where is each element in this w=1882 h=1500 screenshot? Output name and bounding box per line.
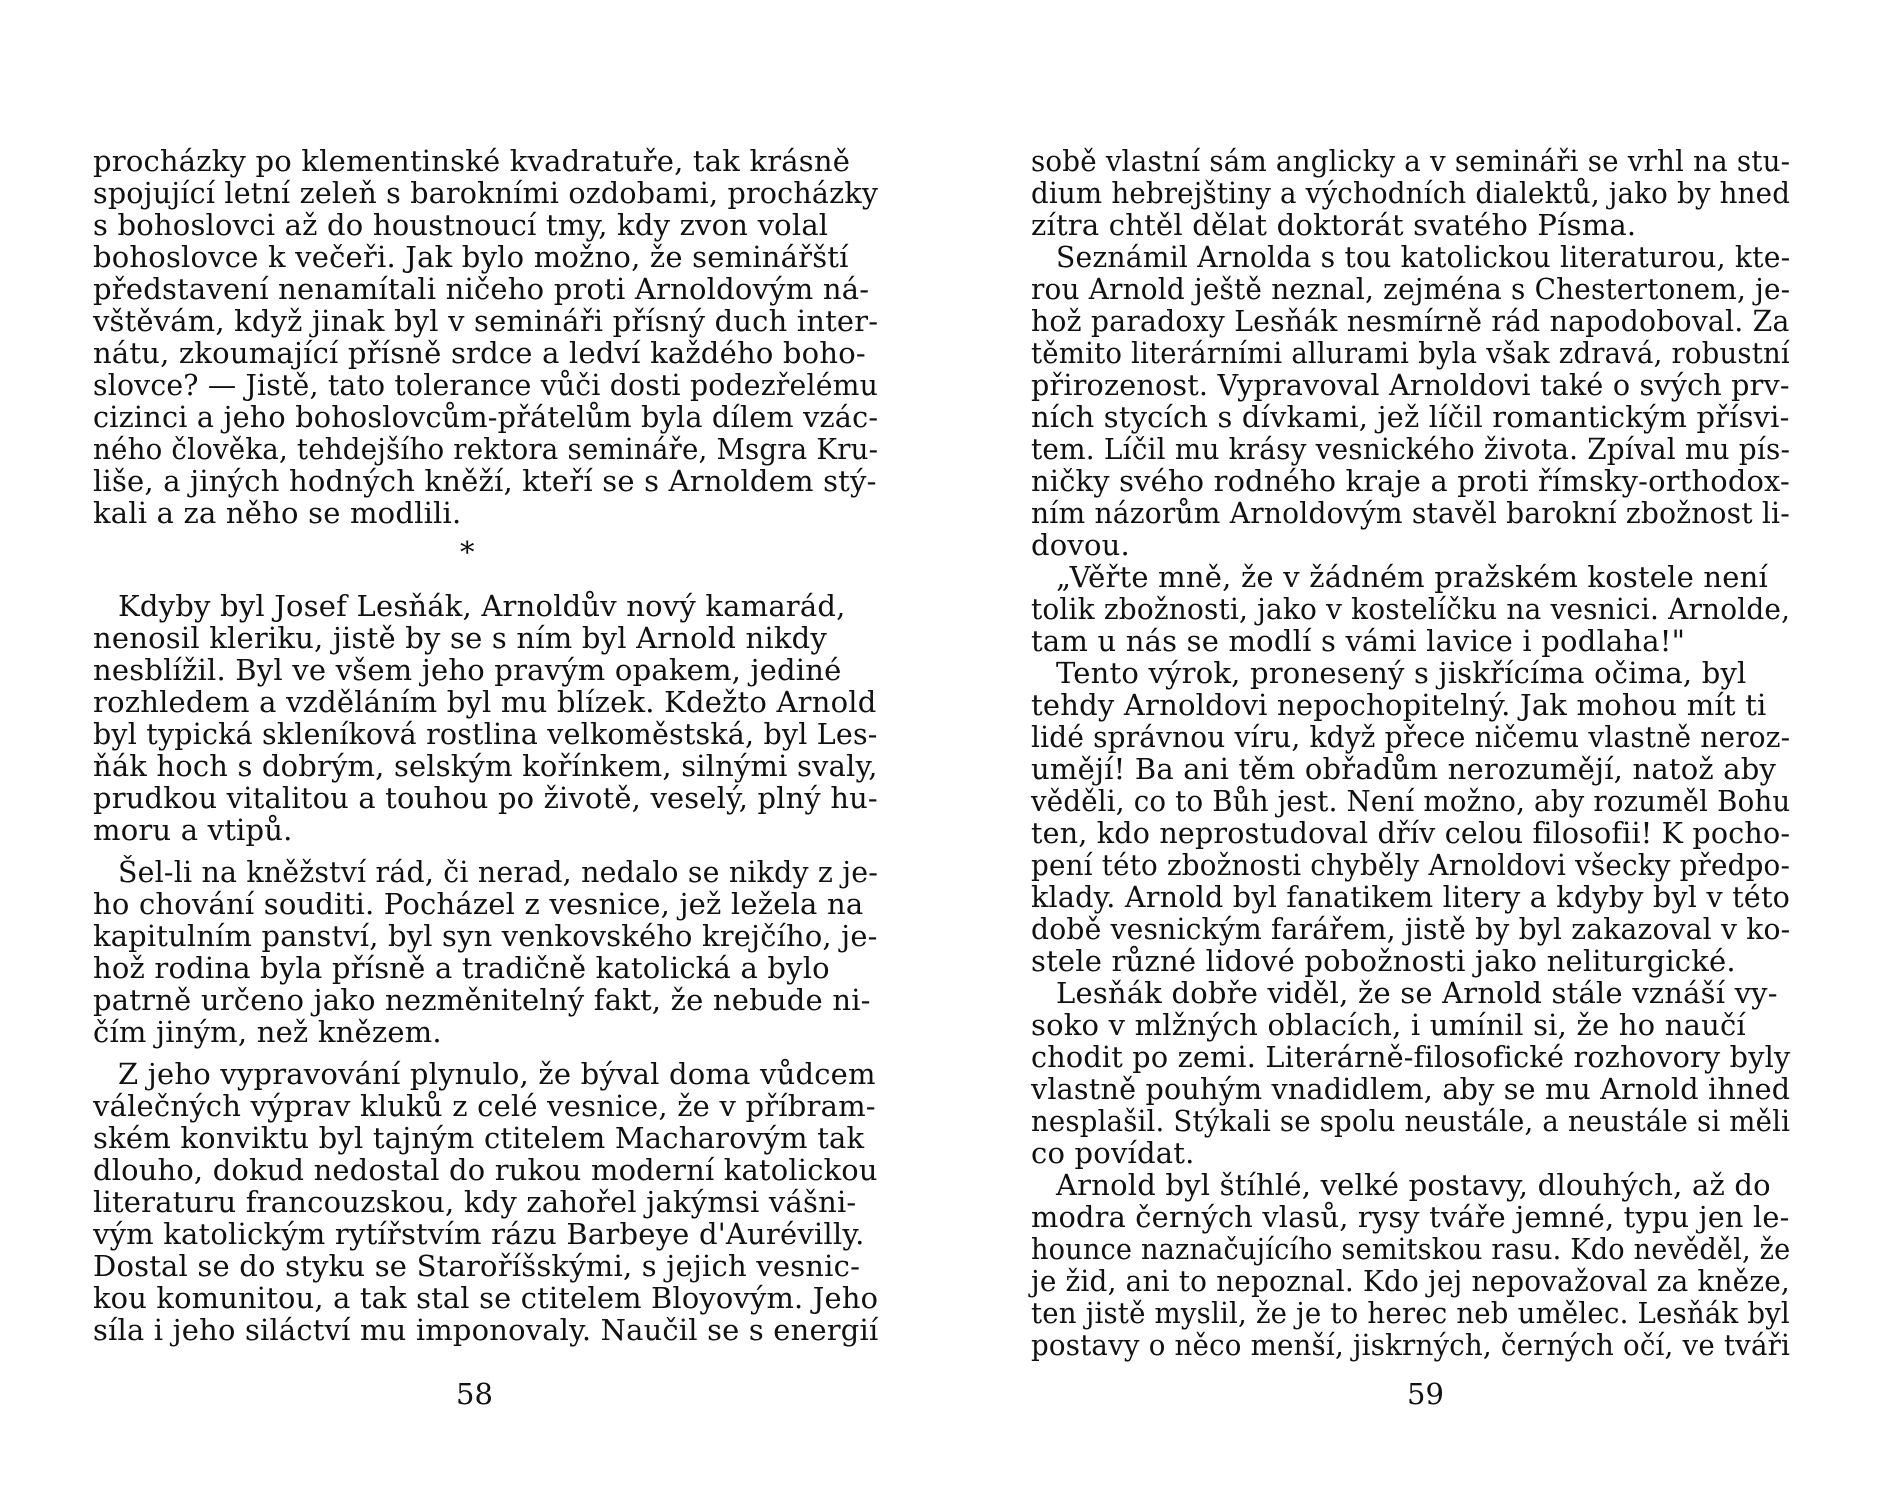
text-line: pení této zbožnosti chyběly Arnoldovi všecky předpo- (1031, 848, 1791, 882)
text-line: chodit po zemi. Literárně-filosofické rozhovory byly (1031, 1040, 1791, 1074)
text-line: síla i jeho siláctví mu imponovaly. Naučil se s energií (93, 1313, 879, 1347)
text-line: rozhledem a vzděláním byl mu blízek. Kdežto Arnold (93, 685, 877, 719)
text-line: kou komunitou, a tak stal se ctitelem Bloyovým. Jeho (93, 1281, 879, 1315)
text-line: kapitulním panství, byl syn venkovského krejčího, je- (93, 919, 878, 953)
text-line: prudkou vitalitou a touhou po životě, veselý, plný hu- (93, 781, 878, 815)
text-line: dium hebrejštiny a východních dialektů, jako by hned (1031, 176, 1791, 210)
text-line: Z jeho vypravování plynulo, že býval doma vůdcem (118, 1057, 876, 1091)
text-line: liše, a jiných hodných kněží, kteří se s Arnoldem stý- (93, 464, 877, 498)
section-separator: * (460, 535, 475, 569)
text-line: lidé správnou víru, když přece ničemu vlastně neroz- (1031, 720, 1791, 754)
text-line: s bohoslovci až do houstnoucí tmy, kdy zvon volal (93, 208, 829, 242)
page-number: 58 (456, 1377, 493, 1411)
text-line: ten, kdo neprostudoval dřív celou filosofii! K pocho- (1031, 816, 1791, 850)
text-line: Lesňák dobře viděl, že se Arnold stále vznáší vy- (1056, 976, 1778, 1010)
text-line: vým katolickým rytířstvím rázu Barbeye d'Aurévilly. (93, 1217, 865, 1251)
text-line: ničky svého rodného kraje a proti římsky-orthodox- (1031, 464, 1790, 498)
text-line: slovce? — Jistě, tato tolerance vůči dosti podezřelému (93, 368, 879, 402)
text-line: hounce naznačujícího semitskou rasu. Kdo nevěděl, že (1031, 1232, 1791, 1266)
text-line: ním názorům Arnoldovým stavěl barokní zbožnost li- (1031, 496, 1790, 530)
text-line: Kdyby byl Josef Lesňák, Arnoldův nový kamarád, (118, 589, 846, 623)
text-line: nenosil kleriku, jistě by se s ním byl Arnold nikdy (93, 621, 827, 655)
text-line: hož paradoxy Lesňák nesmírně rád napodoboval. Za (1031, 304, 1790, 338)
text-line: době vesnickým farářem, jistě by byl zakazoval v ko- (1031, 912, 1791, 946)
text-line: Seznámil Arnolda s tou katolickou literaturou, kte- (1056, 240, 1791, 274)
text-line: procházky po klementinské kvadratuře, tak krásně (93, 144, 851, 178)
text-line: čím jiným, než knězem. (93, 1015, 442, 1049)
text-line: je žid, ani to nepoznal. Kdo jej nepovažoval za kněze, (1031, 1264, 1790, 1298)
text-line: Dostal se do styku se Staroříšskými, s jejich vesnic- (93, 1249, 861, 1283)
text-line: hož rodina byla přísně a tradičně katolická a bylo (93, 951, 830, 985)
text-line: ňák hoch s dobrým, selským kořínkem, silnými svaly, (93, 749, 878, 783)
text-line: ného člověka, tehdejšího rektora semináře, Msgra Kru- (93, 432, 879, 466)
text-line: kali a za něho se modlili. (93, 496, 462, 530)
text-line: umějí! Ba ani těm obřadům nerozumějí, natož aby (1031, 752, 1777, 786)
page-number: 59 (1407, 1377, 1444, 1411)
text-line: přirozenost. Vypravoval Arnoldovi také o svých prv- (1031, 368, 1790, 402)
text-line: modra černých vlasů, rysy tváře jemné, typu jen le- (1031, 1200, 1790, 1234)
text-line: tem. Líčil mu krásy vesnického života. Zpíval mu pís- (1031, 432, 1791, 466)
text-line: nesblížil. Byl ve všem jeho pravým opakem, jediné (93, 653, 842, 687)
text-line: spojující letní zeleň s barokními ozdobami, procházky (93, 176, 879, 210)
text-line: Arnold byl štíhlé, velké postavy, dlouhých, až do (1056, 1168, 1771, 1202)
text-line: stele různé lidové pobožnosti jako neliturgické. (1031, 944, 1736, 978)
text-line: co povídat. (1031, 1136, 1195, 1170)
text-line: rou Arnold ještě neznal, zejména s Chestertonem, je- (1031, 272, 1791, 306)
text-line: moru a vtipů. (93, 813, 293, 847)
text-line: dlouho, dokud nedostal do rukou moderní katolickou (93, 1153, 878, 1187)
text-line: tam u nás se modlí s vámi lavice i podlaha!" (1031, 624, 1686, 658)
text-line: literaturu francouzskou, kdy zahořel jakýmsi vášni- (93, 1185, 857, 1219)
text-line: „Věřte mně, že v žádném pražském kostele není (1056, 560, 1769, 594)
text-line: klady. Arnold byl fanatikem litery a kdyby byl v této (1031, 880, 1791, 914)
text-line: ském konviktu byl tajným ctitelem Macharovým tak (93, 1121, 865, 1155)
text-line: Šel-li na kněžství rád, či nerad, nedalo se nikdy z je- (118, 855, 879, 889)
text-line: nátu, zkoumající přísně srdce a ledví každého boho- (93, 336, 866, 370)
text-line: postavy o něco menší, jiskrných, černých očí, ve tváři (1031, 1328, 1791, 1362)
text-line: dovou. (1031, 528, 1130, 562)
text-line: válečných výprav kluků z celé vesnice, že v příbram- (93, 1089, 876, 1123)
text-line: bohoslovce k večeři. Jak bylo možno, že seminářští (93, 240, 849, 274)
text-line: zítra chtěl dělat doktorát svatého Písma. (1031, 208, 1637, 242)
text-line: ho chování souditi. Pocházel z vesnice, jež ležela na (93, 887, 864, 921)
text-line: cizinci a jeho bohoslovcům-přátelům byla dílem vzác- (93, 400, 879, 434)
text-line: patrně určeno jako nezměnitelný fakt, že nebude ni- (93, 983, 871, 1017)
text-line: vlastně pouhým vnadidlem, aby se mu Arnold ihned (1031, 1072, 1791, 1106)
text-line: byl typická skleníková rostlina velkoměstská, byl Les- (93, 717, 878, 751)
text-line: těmito literárními allurami byla však zdravá, robustní (1031, 336, 1790, 370)
text-line: Tento výrok, pronesený s jiskřícíma očima, byl (1056, 656, 1747, 690)
text-line: představení nenamítali ničeho proti Arnoldovým ná- (93, 272, 870, 306)
text-line: soko v mlžných oblacích, i umínil si, že ho naučí (1031, 1008, 1746, 1042)
text-line: tolik zbožnosti, jako v kostelíčku na vesnici. Arnolde, (1031, 592, 1791, 626)
text-line: vštěvám, když jinak byl v semináři přísný duch inter- (93, 304, 879, 338)
text-line: tehdy Arnoldovi nepochopitelný. Jak mohou mít ti (1031, 688, 1767, 722)
text-line: nesplašil. Stýkali se spolu neustále, a neustále si měli (1031, 1104, 1791, 1138)
text-line: ních stycích s dívkami, jež líčil romantickým přísvi- (1031, 400, 1790, 434)
text-line: ten jistě myslil, že je to herec neb umělec. Lesňák byl (1031, 1296, 1790, 1330)
text-line: sobě vlastní sám anglicky a v semináři se vrhl na stu- (1031, 144, 1791, 178)
text-line: věděli, co to Bůh jest. Není možno, aby rozuměl Bohu (1031, 784, 1791, 818)
